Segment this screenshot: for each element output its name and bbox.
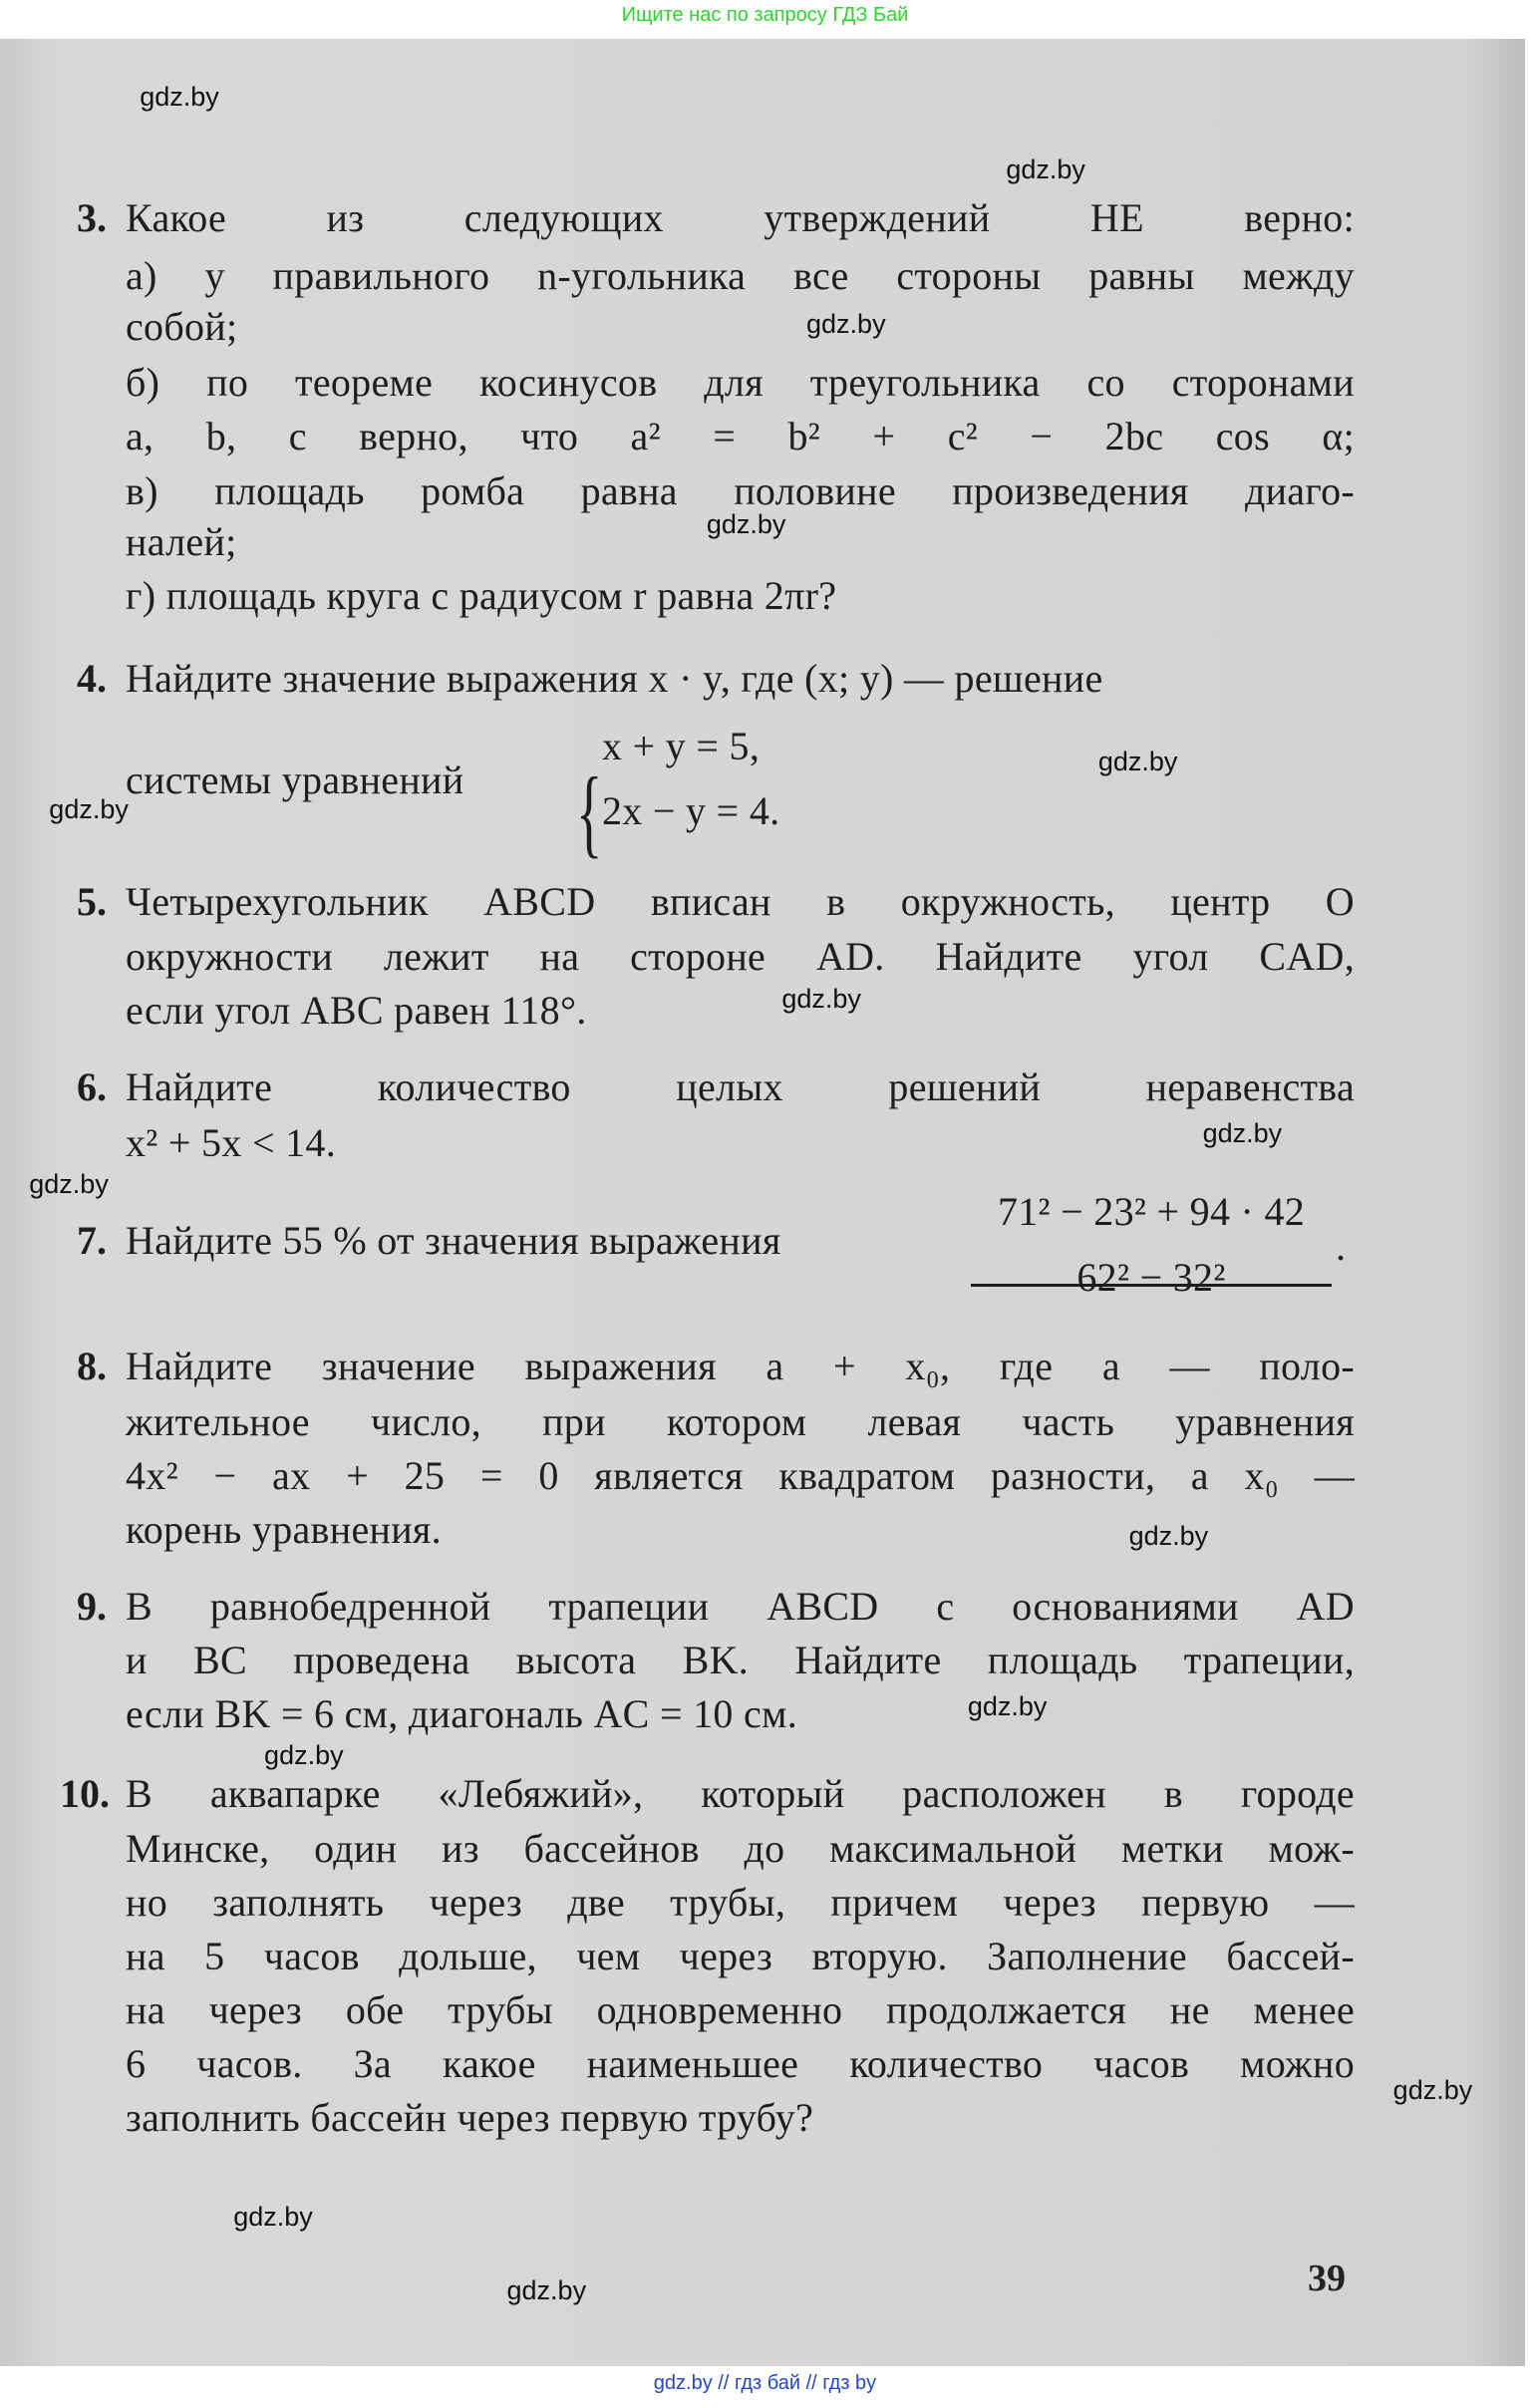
problem-line: жительное число, при котором левая часть уравнения xyxy=(126,1398,1355,1444)
problem-line: на 5 часов дольше, чем через вторую. Заполнение бассей- xyxy=(126,1934,1355,1979)
problem-line: заполнить бассейн через первую трубу? xyxy=(126,2095,814,2141)
textbook-page xyxy=(0,39,1525,2366)
watermark: gdz.by xyxy=(967,1691,1048,1722)
system-equation: x + y = 5, xyxy=(602,723,761,768)
problem-number: 10. xyxy=(60,1770,110,1816)
watermark: gdz.by xyxy=(506,2274,587,2305)
problem-line: Какое из следующих утверждений НЕ верно: xyxy=(126,194,1355,240)
problem-number: 8. xyxy=(77,1344,107,1389)
fraction-denominator: 62² − 32² xyxy=(1076,1255,1226,1301)
watermark: gdz.by xyxy=(29,1169,109,1200)
problem-line: Найдите 55 % от значения выражения xyxy=(126,1218,781,1264)
watermark: gdz.by xyxy=(1392,2075,1473,2106)
watermark: gdz.by xyxy=(1006,153,1085,184)
problem-line: а) у правильного n-угольника все стороны равны между xyxy=(126,253,1355,299)
problem-line: в) площадь ромба равна половине произведения диаго- xyxy=(126,468,1355,514)
problem-number: 4. xyxy=(77,656,107,702)
problem-line: x² + 5x < 14. xyxy=(126,1119,337,1165)
watermark: gdz.by xyxy=(140,82,219,113)
problem-line: и BC проведена высота BK. Найдите площадь трапеции, xyxy=(126,1637,1355,1682)
problem-number: 7. xyxy=(77,1218,107,1264)
top-banner[interactable]: Ищите нас по запросу ГДЗ Бай xyxy=(621,4,909,26)
problem-line: собой; xyxy=(126,304,238,350)
system-equation: 2x − y = 4. xyxy=(602,787,780,833)
watermark: gdz.by xyxy=(49,794,129,825)
watermark: gdz.by xyxy=(1097,747,1178,777)
problem-line: Найдите значение выражения x · y, где (x; y) — решение xyxy=(126,656,1103,702)
watermark: gdz.by xyxy=(1128,1521,1209,1552)
problem-number: 9. xyxy=(77,1583,107,1629)
problem-line: корень уравнения. xyxy=(126,1506,442,1552)
problem-line: Минске, один из бассейнов до максимальной метки мож- xyxy=(126,1826,1355,1872)
problem-line: если угол ABC равен 118°. xyxy=(126,987,587,1033)
page-number: 39 xyxy=(1308,2258,1346,2299)
problem-number: 5. xyxy=(77,878,107,924)
problem-line: Найдите количество целых решений неравенства xyxy=(126,1064,1355,1110)
problem-line: системы уравнений xyxy=(126,756,464,802)
system-brace: { xyxy=(576,756,603,867)
bottom-banner[interactable]: gdz.by // гдз бай // гдз by xyxy=(653,2372,877,2394)
problem-line: a, b, c верно, что a² = b² + c² − 2bc cos α; xyxy=(126,413,1355,458)
problem-line: г) площадь круга с радиусом r равна 2πr? xyxy=(126,572,837,618)
watermark: gdz.by xyxy=(706,508,786,539)
problem-line: 4x² − ax + 25 = 0 является квадратом разности, а x₀ — xyxy=(126,1452,1355,1498)
problem-line: В равнобедренной трапеции ABCD с основаниями AD xyxy=(126,1583,1355,1629)
fraction-numerator: 71² − 23² + 94 · 42 xyxy=(997,1188,1306,1234)
watermark: gdz.by xyxy=(264,1740,344,1771)
problem-line: на через обе трубы одновременно продолжается не менее xyxy=(126,1987,1355,2033)
problem-line: но заполнять через две трубы, причем через первую — xyxy=(126,1880,1355,1926)
problem-line: б) по теореме косинусов для треугольника со сторонами xyxy=(126,359,1355,405)
problem-line: если BK = 6 см, диагональ AC = 10 см. xyxy=(126,1690,797,1736)
watermark: gdz.by xyxy=(233,2201,313,2232)
problem-line: Четырехугольник ABCD вписан в окружность, центр O xyxy=(126,878,1355,924)
problem-line: 6 часов. За какое наименьшее количество часов можно xyxy=(126,2041,1355,2087)
problem-line: окружности лежит на стороне AD. Найдите угол CAD, xyxy=(126,934,1355,980)
watermark: gdz.by xyxy=(806,309,886,340)
watermark: gdz.by xyxy=(781,983,861,1014)
watermark: gdz.by xyxy=(1202,1118,1283,1149)
problem-line: Найдите значение выражения a + x₀, где a — поло- xyxy=(126,1344,1355,1389)
problem-line: В аквапарке «Лебяжий», который расположен в городе xyxy=(126,1770,1355,1816)
problem-number: 3. xyxy=(77,194,107,240)
fraction-period: . xyxy=(1336,1224,1347,1270)
problem-number: 6. xyxy=(77,1064,107,1110)
problem-line: налей; xyxy=(126,518,237,564)
